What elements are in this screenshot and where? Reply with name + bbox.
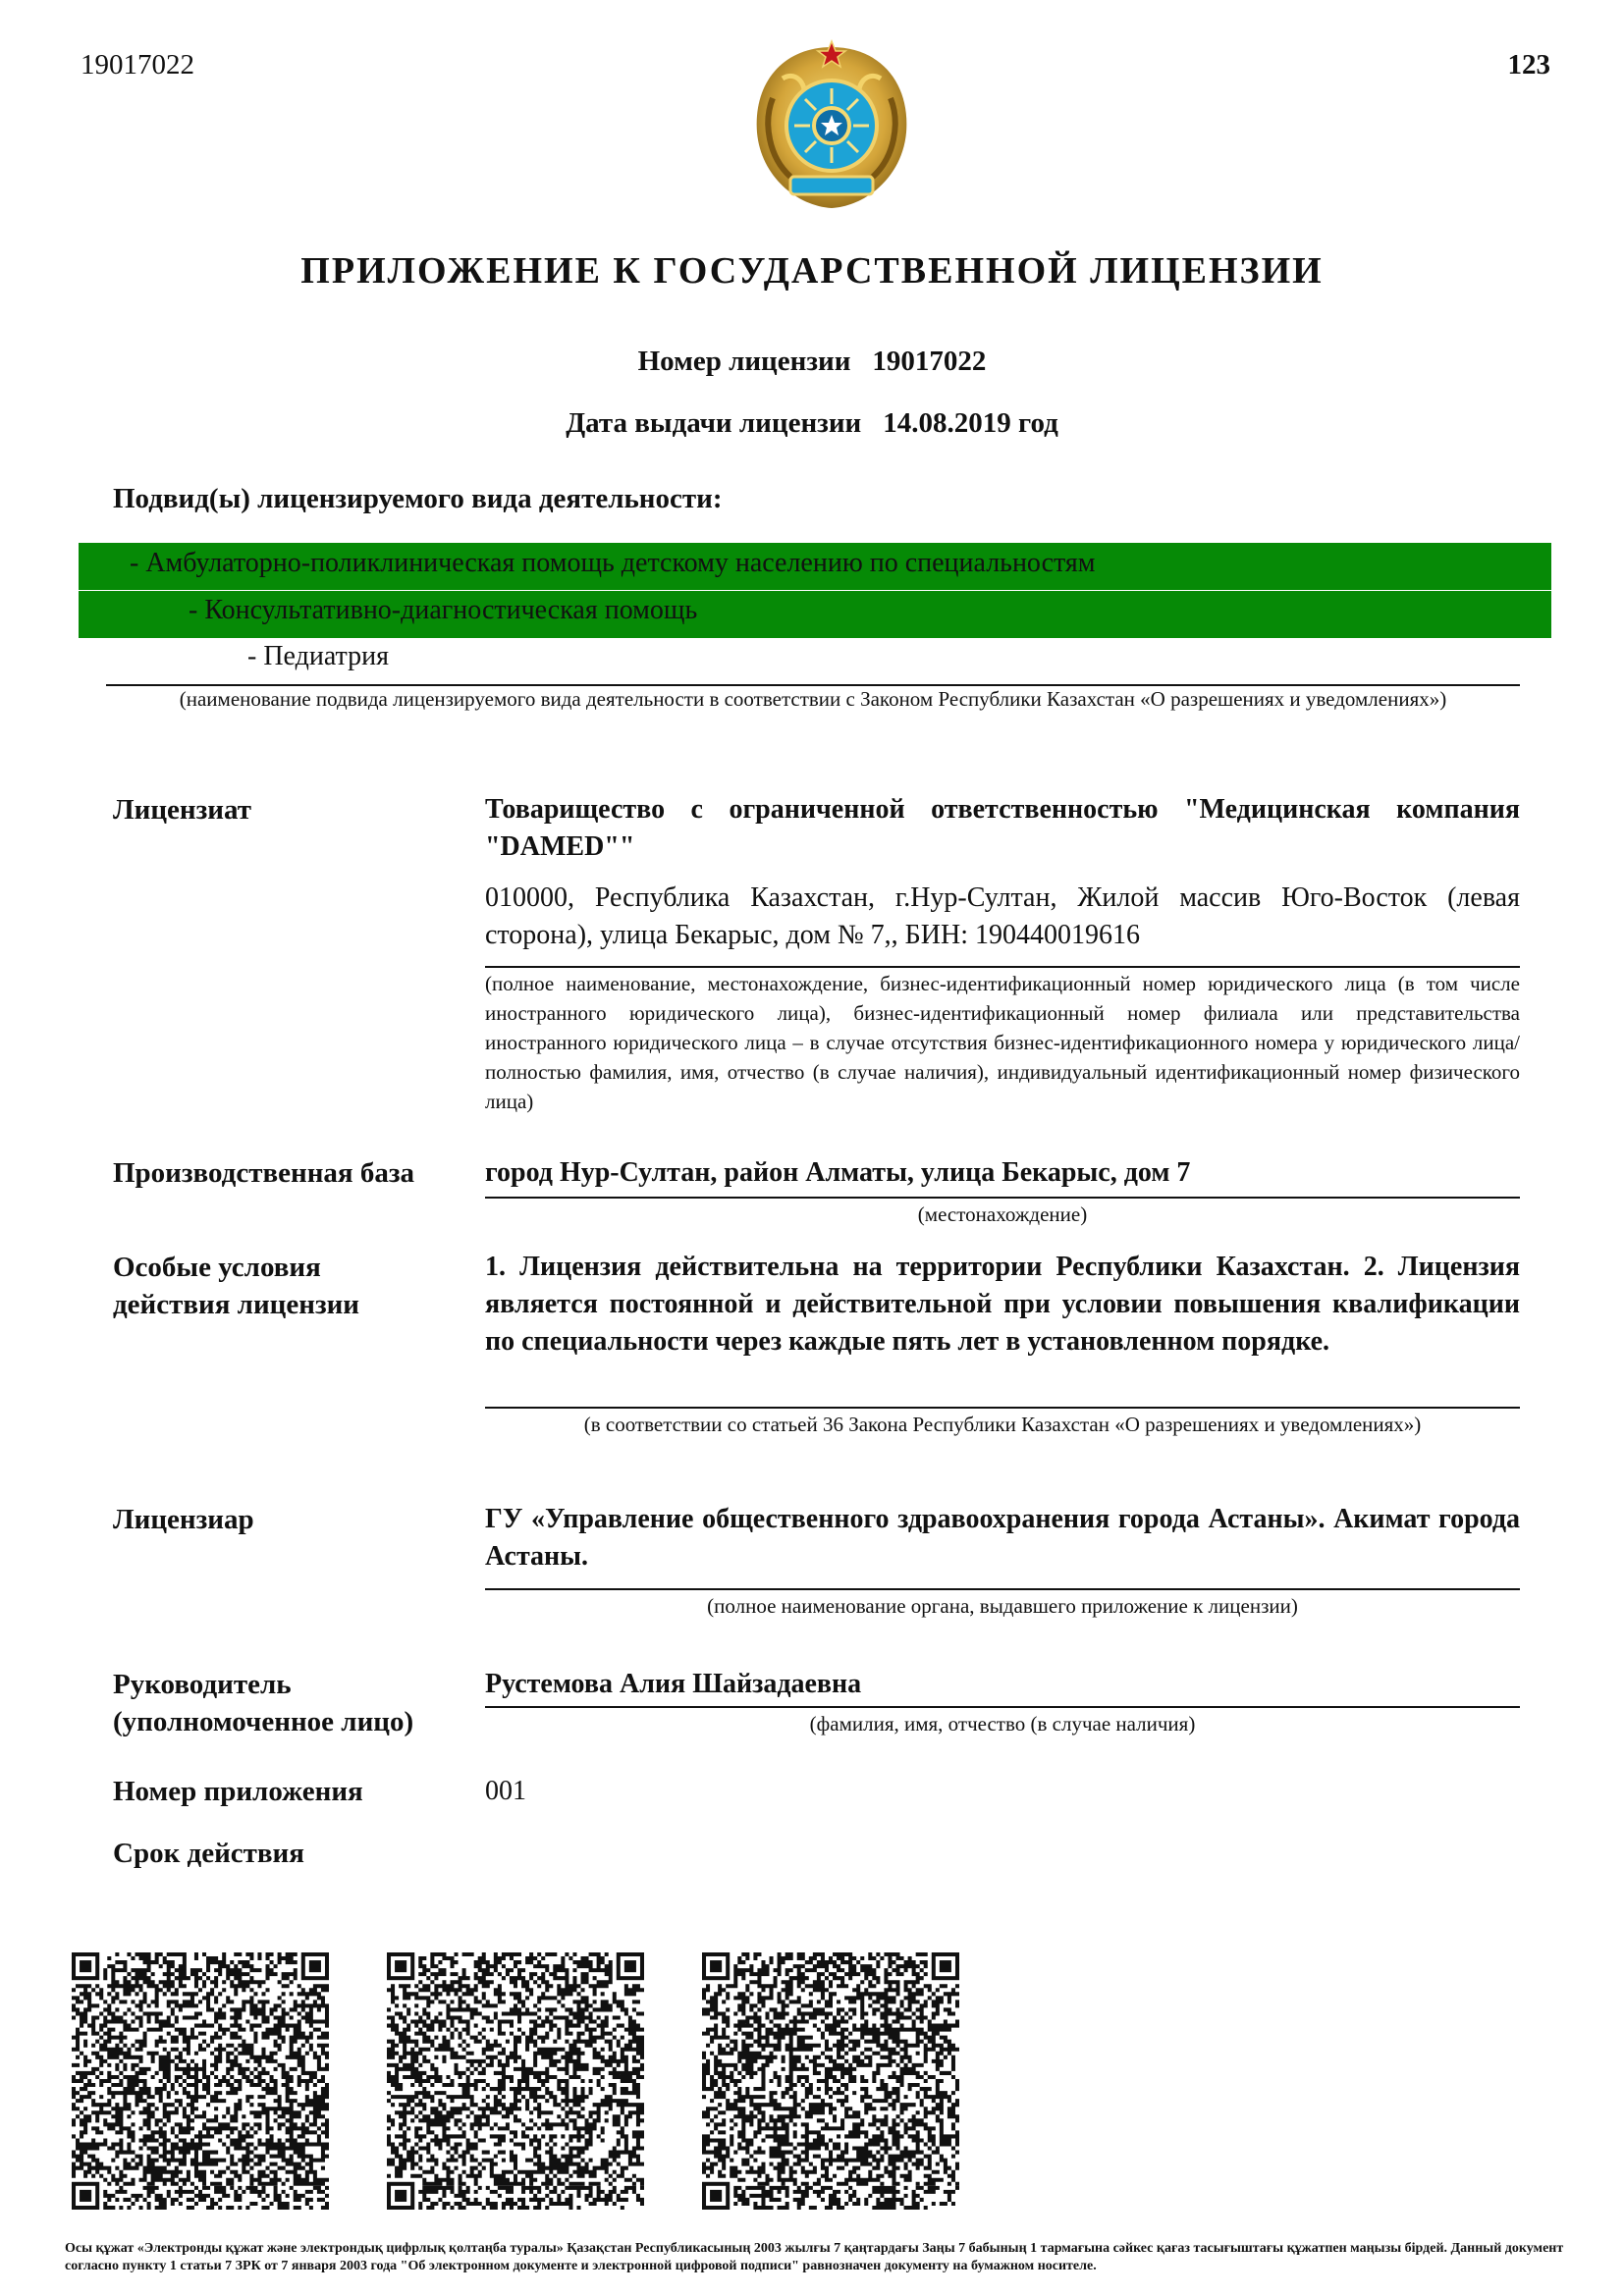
qr-code-icon bbox=[387, 1952, 644, 2210]
kazakhstan-state-emblem-icon bbox=[743, 39, 920, 216]
conditions-caption: (в соответствии со статьей 36 Закона Республики Казахстан «О разрешениях и уведомлениях») bbox=[583, 1413, 1422, 1436]
issue-date-value: 14.08.2019 год bbox=[883, 407, 1058, 439]
licensor-caption: (полное наименование органа, выдавшего приложение к лицензии) bbox=[707, 1594, 1298, 1618]
license-number-line bbox=[0, 346, 1624, 378]
head-rule bbox=[485, 1706, 1520, 1708]
subtypes-heading: Подвид(ы) лицензируемого вида деятельности: bbox=[113, 483, 723, 514]
validity-label: Срок действия bbox=[113, 1838, 304, 1869]
production-base-rule bbox=[485, 1197, 1520, 1199]
page-number: 123 bbox=[1507, 49, 1550, 80]
licensee-caption: (полное наименование, местонахождение, бизнес-идентификационный номер юридического лица (в том числе иностранного юридического лица), бизнес-идентификационный номер филиала или представительства иностранного юридического лица – в случае отсутствия бизнес-идентификационного номера у юридического лица/полностью фамилия, имя, отчество (в случае наличия), индивидуальный идентификационный номер физического лица) bbox=[485, 972, 1520, 1113]
document-title: ПРИЛОЖЕНИЕ К ГОСУДАРСТВЕННОЙ ЛИЦЕНЗИИ bbox=[300, 250, 1324, 292]
license-number-value: 19017022 bbox=[872, 346, 987, 377]
head-label-line-2: (уполномоченное лицо) bbox=[113, 1706, 414, 1737]
header-license-number: 19017022 bbox=[81, 49, 194, 80]
legal-footer: Осы құжат «Электронды құжат және электрондық цифрлық қолтаңба туралы» Қазақстан Республикасының 2003 жылғы 7 қаңтардағы Заңы 7 бабының 1 тармағына сәйкес қағаз тасығыштағы құжатпен маңызы бірдей. Данный документ согласно пункту 1 статьи 7 ЗРК от 7 января 2003 года "Об электронном документе и электронной цифровой подписи" равнозначен документу на бумажном носителе. bbox=[65, 2241, 1564, 2273]
appendix-label: Номер приложения bbox=[113, 1776, 363, 1807]
conditions-rule bbox=[485, 1407, 1520, 1409]
licensee-label: Лицензиат bbox=[113, 794, 251, 826]
subtype-item-3: - Педиатрия bbox=[247, 641, 389, 671]
subtypes-caption: (наименование подвида лицензируемого вида деятельности в соответствии с Законом Республики Казахстан «О разрешениях и уведомлениях») bbox=[179, 687, 1447, 711]
licensor-rule bbox=[485, 1588, 1520, 1590]
licensor-label: Лицензиар bbox=[113, 1504, 254, 1535]
appendix-value: 001 bbox=[485, 1776, 526, 1806]
licensor-value: ГУ «Управление общественного здравоохранения города Астаны». Акимат города Астаны. bbox=[485, 1504, 1520, 1572]
qr-code-icon bbox=[72, 1952, 329, 2210]
conditions-label-line-2: действия лицензии bbox=[113, 1289, 360, 1320]
production-base-value: город Нур-Султан, район Алматы, улица Бекарыс, дом 7 bbox=[485, 1157, 1191, 1188]
head-value: Рустемова Алия Шайзадаевна bbox=[485, 1669, 862, 1699]
licensee-name: Товарищество с ограниченной ответственностью "Медицинская компания "DAMED"" bbox=[485, 794, 1520, 862]
qr-code-icon bbox=[702, 1952, 959, 2210]
head-caption: (фамилия, имя, отчество (в случае наличия) bbox=[809, 1712, 1196, 1735]
production-base-label: Производственная база bbox=[113, 1157, 415, 1189]
production-base-caption: (местонахождение) bbox=[917, 1202, 1088, 1226]
subtype-item-2: - Консультативно-диагностическая помощь bbox=[189, 595, 698, 625]
conditions-label-line-1: Особые условия bbox=[113, 1252, 321, 1283]
conditions-label bbox=[113, 1249, 359, 1323]
licensee-rule bbox=[485, 966, 1520, 968]
head-label bbox=[113, 1666, 413, 1740]
head-label-line-1: Руководитель bbox=[113, 1669, 292, 1700]
conditions-value: 1. Лицензия действительна на территории Республики Казахстан. 2. Лицензия является постоянной и действительной при условии повышения квалификации по специальности через каждые пять лет в установленном порядке. bbox=[485, 1252, 1520, 1357]
subtype-item-1: - Амбулаторно-поликлиническая помощь детскому населению по специальностям bbox=[130, 548, 1096, 578]
issue-date-label: Дата выдачи лицензии bbox=[566, 407, 862, 439]
issue-date-line bbox=[0, 407, 1624, 440]
license-number-label: Номер лицензии bbox=[637, 346, 851, 377]
licensee-address: 010000, Республика Казахстан, г.Нур-Султан, Жилой массив Юго-Восток (левая сторона), улица Бекарыс, дом № 7,, БИН: 190440019616 bbox=[485, 882, 1520, 950]
